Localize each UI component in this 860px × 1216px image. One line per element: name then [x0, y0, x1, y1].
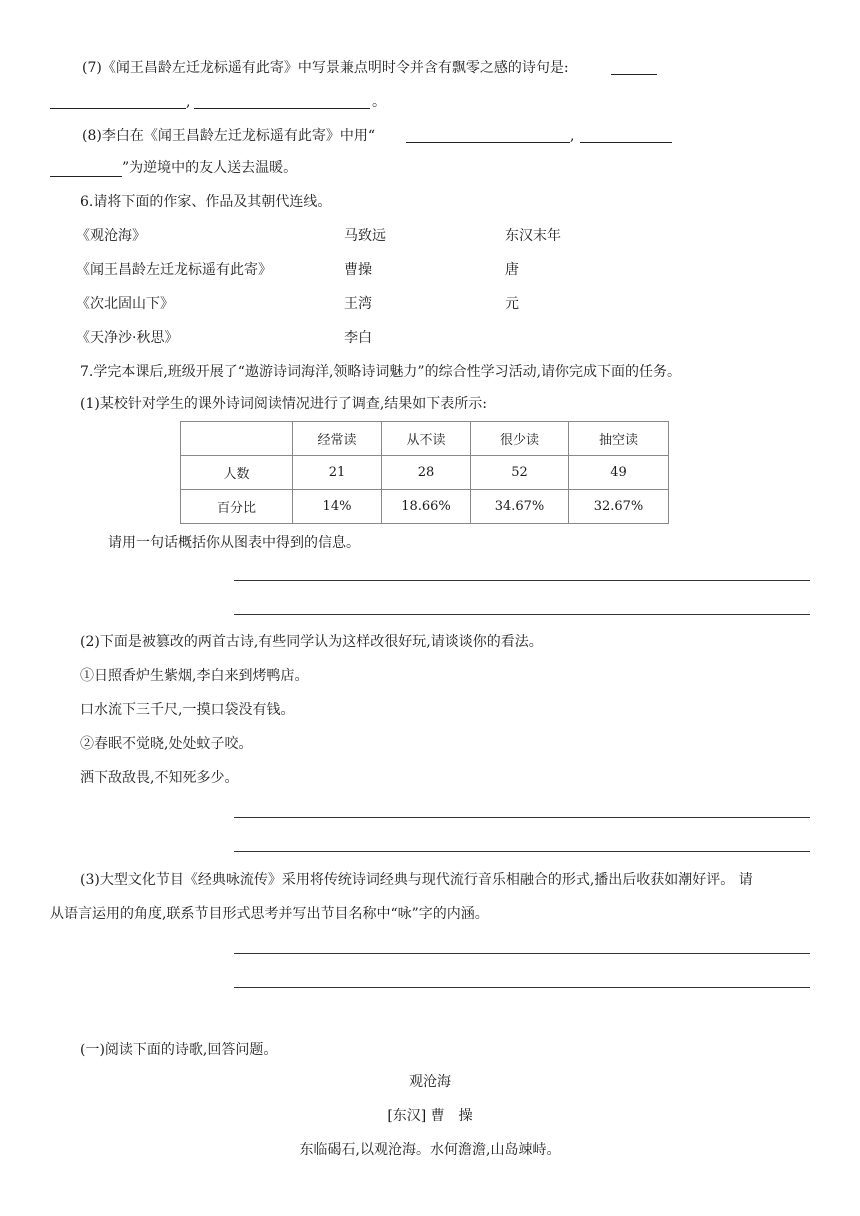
table-cell: 52 — [471, 456, 569, 490]
table-cell: 28 — [382, 456, 471, 490]
comma: , — [186, 94, 191, 110]
author-item: 马致远 — [344, 228, 386, 244]
q7-part3-line2: 从语言运用的角度,联系节目形式思考并写出节目名称中“咏”字的内涵。 — [50, 906, 489, 922]
reading-intro: (一)阅读下面的诗歌,回答问题。 — [80, 1042, 278, 1058]
author-item: 曹操 — [344, 262, 372, 278]
work-item: 《闻王昌龄左迁龙标遥有此寄》 — [76, 262, 272, 278]
answer-blank[interactable] — [194, 108, 370, 109]
author-item: 李白 — [344, 330, 372, 346]
q7-item7-text: (7)《闻王昌龄左迁龙标遥有此寄》中写景兼点明时令并含有飘零之感的诗句是: — [82, 60, 569, 76]
q7-item8-end: ”为逆境中的友人送去温暖。 — [122, 160, 298, 176]
period: 。 — [372, 94, 386, 110]
dynasty-item: 东汉末年 — [505, 228, 561, 244]
poem-line: ①日照香炉生紫烟,李白来到烤鸭店。 — [80, 668, 309, 684]
answer-blank[interactable] — [611, 74, 657, 75]
table-cell: 人数 — [181, 456, 293, 490]
poem-author: [东汉] 曹 操 — [387, 1108, 473, 1124]
answer-line[interactable] — [234, 987, 810, 988]
table-cell: 32.67% — [569, 490, 669, 524]
work-item: 《观沧海》 — [76, 228, 146, 244]
author-item: 王湾 — [344, 296, 372, 312]
answer-line[interactable] — [234, 817, 810, 818]
table-cell: 18.66% — [382, 490, 471, 524]
answer-line[interactable] — [234, 851, 810, 852]
table-row — [181, 456, 669, 490]
poem-line: 口水流下三千尺,一摸口袋没有钱。 — [80, 702, 295, 718]
q7-item8-text: (8)李白在《闻王昌龄左迁龙标遥有此寄》中用“ — [82, 128, 375, 144]
q7-part2-intro: (2)下面是被篡改的两首古诗,有些同学认为这样改很好玩,请谈谈你的看法。 — [80, 634, 543, 650]
table-cell: 百分比 — [181, 490, 293, 524]
dynasty-item: 元 — [505, 296, 519, 312]
dynasty-item: 唐 — [505, 262, 519, 278]
table-cell: 21 — [293, 456, 382, 490]
answer-blank[interactable] — [50, 176, 122, 177]
table-cell: 49 — [569, 456, 669, 490]
poem-line: ②春眠不觉晓,处处蚊子咬。 — [80, 736, 253, 752]
work-item: 《天净沙·秋思》 — [76, 330, 179, 346]
answer-blank[interactable] — [580, 142, 672, 143]
answer-line[interactable] — [234, 580, 810, 581]
q7-prompt: 7.学完本课后,班级开展了“遨游诗词海洋,领略诗词魅力”的综合性学习活动,请你完成下面的任务。 — [80, 364, 682, 380]
answer-blank[interactable] — [406, 142, 570, 143]
table-header-cell — [181, 422, 293, 456]
table-cell: 34.67% — [471, 490, 569, 524]
table-header-cell: 很少读 — [471, 422, 569, 456]
q6-prompt: 6.请将下面的作家、作品及其朝代连线。 — [80, 194, 332, 210]
table-row — [181, 490, 669, 524]
poem-title: 观沧海 — [409, 1074, 451, 1090]
table-header-cell: 经常读 — [293, 422, 382, 456]
poem-line: 东临碣石,以观沧海。水何澹澹,山岛竦峙。 — [299, 1142, 561, 1158]
q7-part3-line1: (3)大型文化节目《经典咏流传》采用将传统诗词经典与现代流行音乐相融合的形式,播出后收获如潮好评。 请 — [80, 872, 753, 888]
table-header-cell: 从不读 — [382, 422, 471, 456]
comma: , — [570, 128, 575, 144]
answer-blank[interactable] — [50, 108, 186, 109]
q7-part1-intro: (1)某校针对学生的课外诗词阅读情况进行了调查,结果如下表所示: — [80, 396, 487, 412]
table-cell: 14% — [293, 490, 382, 524]
answer-line[interactable] — [234, 953, 810, 954]
q7-part1-question: 请用一句话概括你从图表中得到的信息。 — [108, 535, 360, 551]
work-item: 《次北固山下》 — [76, 296, 174, 312]
table-header-row — [181, 422, 669, 456]
poem-line: 洒下敌敌畏,不知死多少。 — [80, 770, 239, 786]
table-header-cell: 抽空读 — [569, 422, 669, 456]
answer-line[interactable] — [234, 614, 810, 615]
survey-table — [180, 421, 669, 524]
